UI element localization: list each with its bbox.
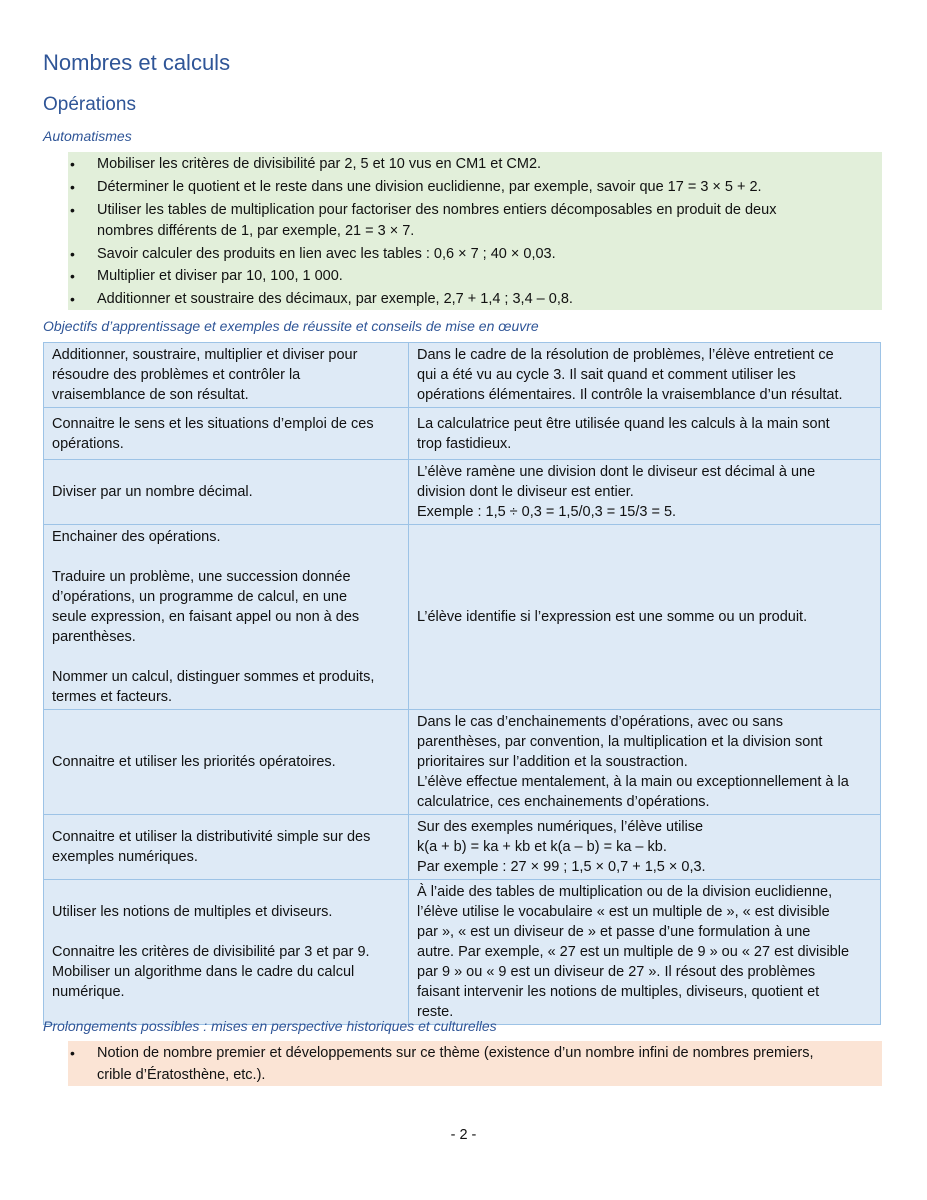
table-cell-left: Enchainer des opérations. Traduire un problème, une succession donnée d’opérations, un programme de calcul, en une seule expression, en faisant appel ou non à des parenthèses. Nommer un calcul, distinguer sommes et produits, termes et facteurs. (44, 525, 409, 710)
table-cell-left: Connaitre et utiliser la distributivité simple sur des exemples numériques. (44, 815, 409, 880)
table-cell-left: Connaitre et utiliser les priorités opératoires. (44, 710, 409, 815)
table-cell-left: Diviser par un nombre décimal. (44, 460, 409, 525)
table-cell-left: Additionner, soustraire, multiplier et diviser pour résoudre des problèmes et contrôler la vraisemblance de son résultat. (44, 343, 409, 408)
objectifs-table (43, 342, 881, 1025)
bullet-icon: • (70, 179, 75, 195)
table-row (44, 710, 881, 815)
bullet-icon: • (70, 1045, 75, 1061)
table-cell-right: Sur des exemples numériques, l’élève utilise k(a + b) = ka + kb et k(a – b) = ka – kb. Par exemple : 27 × 99 ; 1,5 × 0,7 + 1,5 × 0,3. (409, 815, 881, 880)
bullet-icon: • (70, 202, 75, 218)
table-row (44, 408, 881, 460)
bullet-icon: • (70, 268, 75, 284)
table-row (44, 880, 881, 1025)
automatismes-title: Automatismes (43, 128, 132, 144)
bullet-icon: • (70, 246, 75, 262)
table-cell-right: Dans le cas d’enchainements d’opérations, avec ou sans parenthèses, par convention, la multiplication et la division sont prioritaires sur l’addition et la soustraction. L’élève effectue mentalement, à la main ou exceptionnellement à la calculatrice, ces enchainements d’opérations. (409, 710, 881, 815)
table-cell-right: L’élève identifie si l’expression est une somme ou un produit. (409, 525, 881, 710)
table-row (44, 343, 881, 408)
table-row (44, 525, 881, 710)
table-cell-left: Utiliser les notions de multiples et diviseurs. Connaitre les critères de divisibilité par 3 et par 9. Mobiliser un algorithme dans le cadre du calcul numérique. (44, 880, 409, 1025)
section-heading: Opérations (43, 94, 136, 115)
bullet-icon: • (70, 291, 75, 307)
prolongements-title: Prolongements possibles : mises en perspective historiques et culturelles (43, 1018, 497, 1034)
page-heading: Nombres et calculs (43, 50, 231, 75)
objectifs-title: Objectifs d’apprentissage et exemples de réussite et conseils de mise en œuvre (43, 318, 539, 334)
table-cell-left: Connaitre le sens et les situations d’emploi de ces opérations. (44, 408, 409, 460)
table-cell-right: L’élève ramène une division dont le diviseur est décimal à une division dont le diviseur est entier. Exemple : 1,5 ÷ 0,3 = 1,5/0,3 = 15/3 = 5. (409, 460, 881, 525)
page-number: - 2 - (450, 1127, 477, 1143)
table-row (44, 460, 881, 525)
table-cell-right: À l’aide des tables de multiplication ou de la division euclidienne, l’élève utilise le vocabulaire « est un multiple de », « est divisible par », « est un diviseur de » et passe d’une formulation à une autre. Par exemple, « 27 est un multiple de 9 » ou « 27 est divisible par 9 » ou « 9 est un diviseur de 27 ». Il résout des problèmes faisant intervenir les notions de multiples, diviseurs, quotient et reste. (409, 880, 881, 1025)
bullet-icon: • (70, 156, 75, 172)
automatismes-box: • Mobiliser les critères de divisibilité par 2, 5 et 10 vus en CM1 et CM2. • Déterminer le quotient et le reste dans une division euclidienne, par exemple, savoir que 17 = 3 × 5 + 2. • Utiliser les tables de multiplication pour factoriser des nombres entiers décomposables en produit de deux nombres différents de 1, par exemple, 21 = 3 × 7. • Savoir calculer des produits en lien avec les tables : 0,6 × 7 ; 40 × 0,03. • Multiplier et diviser par 10, 100, 1 000. • Additionner et soustraire des décimaux, par exemple, 2,7 + 1,4 ; 3,4 – 0,8. (68, 152, 882, 310)
table-cell-right: Dans le cadre de la résolution de problèmes, l’élève entretient ce qui a été vu au cycle 3. Il sait quand et comment utiliser les opérations élémentaires. Il contrôle la vraisemblance d’un résultat. (409, 343, 881, 408)
table-cell-right: La calculatrice peut être utilisée quand les calculs à la main sont trop fastidieux. (409, 408, 881, 460)
table-row (44, 815, 881, 880)
prolongements-box: • Notion de nombre premier et développements sur ce thème (existence d’un nombre infini de nombres premiers, crible d’Ératosthène, etc.). (68, 1041, 882, 1086)
